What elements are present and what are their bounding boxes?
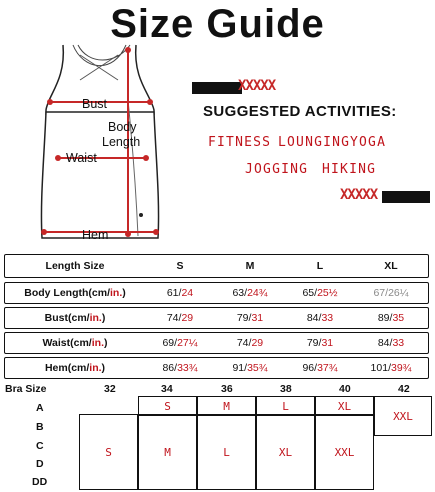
band-38: 38 <box>280 383 292 395</box>
header-length-size: Length Size <box>45 260 105 272</box>
size-value-cell: 79 / 31 <box>306 337 334 349</box>
accent-bar-bottom <box>382 191 430 203</box>
body-length-label-line1: Body <box>108 120 137 134</box>
row-label: Bust(cm/ in. ) <box>44 312 106 324</box>
hem-label: Hem <box>82 228 109 242</box>
size-value-cell: 63 / 24¾ <box>232 287 268 299</box>
size-table-row <box>4 282 429 304</box>
size-table-header <box>4 254 429 278</box>
size-value-cell: 84 / 33 <box>377 337 405 349</box>
activity-fitness: FITNESS <box>208 135 272 150</box>
size-value-cell: 89 / 35 <box>377 312 405 324</box>
size-table-row <box>4 307 429 329</box>
activity-jogging: JOGGING <box>245 162 309 177</box>
row-label: Waist(cm/ in. ) <box>42 337 108 349</box>
band-34: 34 <box>161 383 173 395</box>
size-box-a-38: L <box>256 396 315 416</box>
header-m: M <box>245 260 255 272</box>
band-40: 40 <box>339 383 351 395</box>
size-box-a-40: XL <box>315 396 374 416</box>
size-table-row <box>4 332 429 354</box>
activities-title: SUGGESTED ACTIVITIES: <box>203 103 397 120</box>
size-value-cell: 74 / 29 <box>236 337 264 349</box>
size-value-cell: 96 / 37¾ <box>302 362 338 374</box>
header-l: L <box>316 260 324 272</box>
accent-x-bottom: XXXXX <box>340 187 378 203</box>
size-box-38: XL <box>256 414 315 490</box>
header-xl: XL <box>384 260 398 272</box>
band-36: 36 <box>221 383 233 395</box>
activity-lounging: LOUNGING <box>278 135 351 150</box>
size-value-cell: 69 / 27¼ <box>162 337 198 349</box>
size-table-row <box>4 357 429 379</box>
bust-label: Bust <box>82 97 108 111</box>
waist-label: Waist <box>66 151 97 165</box>
cup-a: A <box>36 402 44 414</box>
size-value-cell: 65 / 25½ <box>302 287 338 299</box>
cup-c: C <box>36 440 44 452</box>
size-value-cell: 67 / 26¼ <box>373 287 409 299</box>
size-value-cell: 61 / 24 <box>166 287 194 299</box>
band-32: 32 <box>104 383 116 395</box>
size-box-36: L <box>197 414 256 490</box>
accent-x-top: XXXXX <box>238 78 276 94</box>
size-value-cell: 84 / 33 <box>306 312 334 324</box>
size-value-cell: 79 / 31 <box>236 312 264 324</box>
row-label: Hem(cm/ in. ) <box>44 362 106 374</box>
size-value-cell: 74 / 29 <box>166 312 194 324</box>
page-title: Size Guide <box>110 2 325 46</box>
body-length-label-line2: Length <box>102 135 141 149</box>
size-box-a-34: S <box>138 396 197 416</box>
row-label: Body Length(cm/ in. ) <box>24 287 126 299</box>
activity-yoga: YOGA <box>350 135 387 150</box>
band-42: 42 <box>398 383 410 395</box>
header-s: S <box>176 260 184 272</box>
size-value-cell: 91 / 35¾ <box>232 362 268 374</box>
cup-b: B <box>36 421 44 433</box>
activity-hiking: HIKING <box>322 162 377 177</box>
size-value-cell: 101 / 39¾ <box>370 362 412 374</box>
bra-size-title: Bra Size <box>5 383 47 395</box>
size-box-42: XXL <box>374 396 432 436</box>
cup-dd: DD <box>32 476 48 488</box>
size-box-a-36: M <box>197 396 256 416</box>
size-box-40: XXL <box>315 414 374 490</box>
accent-bar-top <box>192 82 242 94</box>
size-box-34: M <box>138 414 197 490</box>
size-box-32: S <box>79 414 138 490</box>
cup-d: D <box>36 458 44 470</box>
size-value-cell: 86 / 33¾ <box>162 362 198 374</box>
